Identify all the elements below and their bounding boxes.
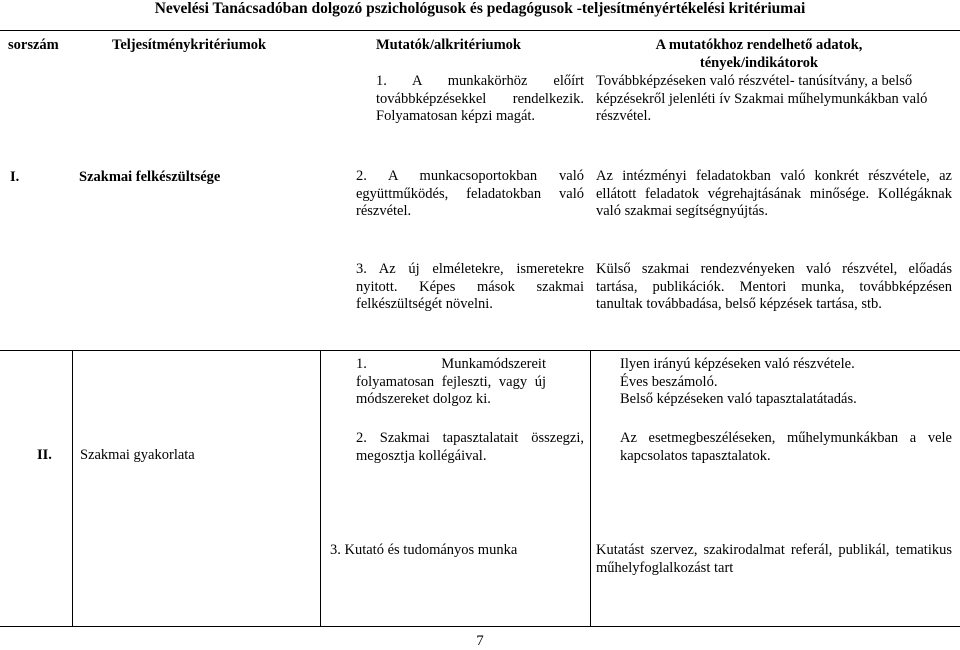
section-2-number: II. (37, 447, 52, 463)
page-number: 7 (476, 633, 484, 649)
section-1-evidence-3: Külső szakmai rendezvényeken való részvétel, előadás tartása, publikációk. Mentori munka, továbbképzésen tanultak továbbadása, belső képzések tartása, stb. (596, 261, 952, 312)
section-2-name: Szakmai gyakorlata (80, 447, 195, 463)
section-2-evidence-2: Az esetmegbeszéléseken, műhelymunkákban a vele kapcsolatos tapasztalatok. (620, 430, 952, 464)
table-bottom-border (0, 626, 960, 627)
section-1-evidence-1: Továbbképzéseken való részvétel- tanúsítvány, a belső képzésekről jelenléti ív Szakmai műhelymunkákban való részvétel. (596, 73, 928, 124)
header-teljesitmenykriteriumok: Teljesítménykritériumok (112, 37, 267, 53)
section-divider (0, 350, 960, 351)
section-2-indicator-3: 3. Kutató és tudományos munka (330, 542, 518, 558)
column-divider-2 (320, 350, 321, 626)
section-2-indicator-1: 1. Munkamódszereit folyamatosan fejleszti, vagy új módszereket dolgoz ki. (356, 356, 546, 407)
section-1-indicator-3: 3. Az új elméletekre, ismeretekre nyitott. Képes mások szakmai felkészültségét növelni. (356, 261, 584, 312)
section-1-number: I. (10, 169, 20, 185)
section-1-indicator-2: 2. A munkacsoportokban való együttműködés, feladatokban való részvétel. (356, 168, 584, 219)
section-2-evidence-1-line-2: Éves beszámoló. (620, 373, 718, 390)
section-1-indicator-1: 1. A munkakörhöz előírt továbbképzésekkel rendelkezik. Folyamatosan képzi magát. (376, 73, 584, 124)
header-sorszam: sorszám (8, 37, 59, 53)
section-2-evidence-1 (620, 356, 940, 409)
table-top-border (0, 30, 960, 31)
section-2-evidence-1-line-1: Ilyen irányú képzéseken való részvétele. (620, 356, 855, 372)
column-divider-3 (590, 350, 591, 626)
section-2-evidence-1-line-3: Belső képzéseken való tapasztalatátadás. (620, 391, 857, 407)
section-2-evidence-3: Kutatást szervez, szakirodalmat referál, publikál, tematikus műhelyfoglalkozást tart (596, 542, 952, 576)
section-1-name: Szakmai felkészültsége (79, 169, 221, 185)
section-2-indicator-2: 2. Szakmai tapasztalatait összegzi, megosztja kollégáival. (356, 430, 584, 464)
column-divider-1 (72, 350, 73, 626)
section-1-evidence-2: Az intézményi feladatokban való konkrét részvétele, az ellátott feladatok végrehajtásának minősége. Kollégáknak való szakmai segítségnyújtás. (596, 168, 952, 219)
header-mutatok: Mutatók/alkritériumok (376, 37, 521, 53)
document-title: Nevelési Tanácsadóban dolgozó pszichológusok és pedagógusok -teljesítményértékelési kritériumai (154, 0, 806, 17)
header-adatok: A mutatókhoz rendelhető adatok, tények/indikátorok (655, 37, 863, 71)
